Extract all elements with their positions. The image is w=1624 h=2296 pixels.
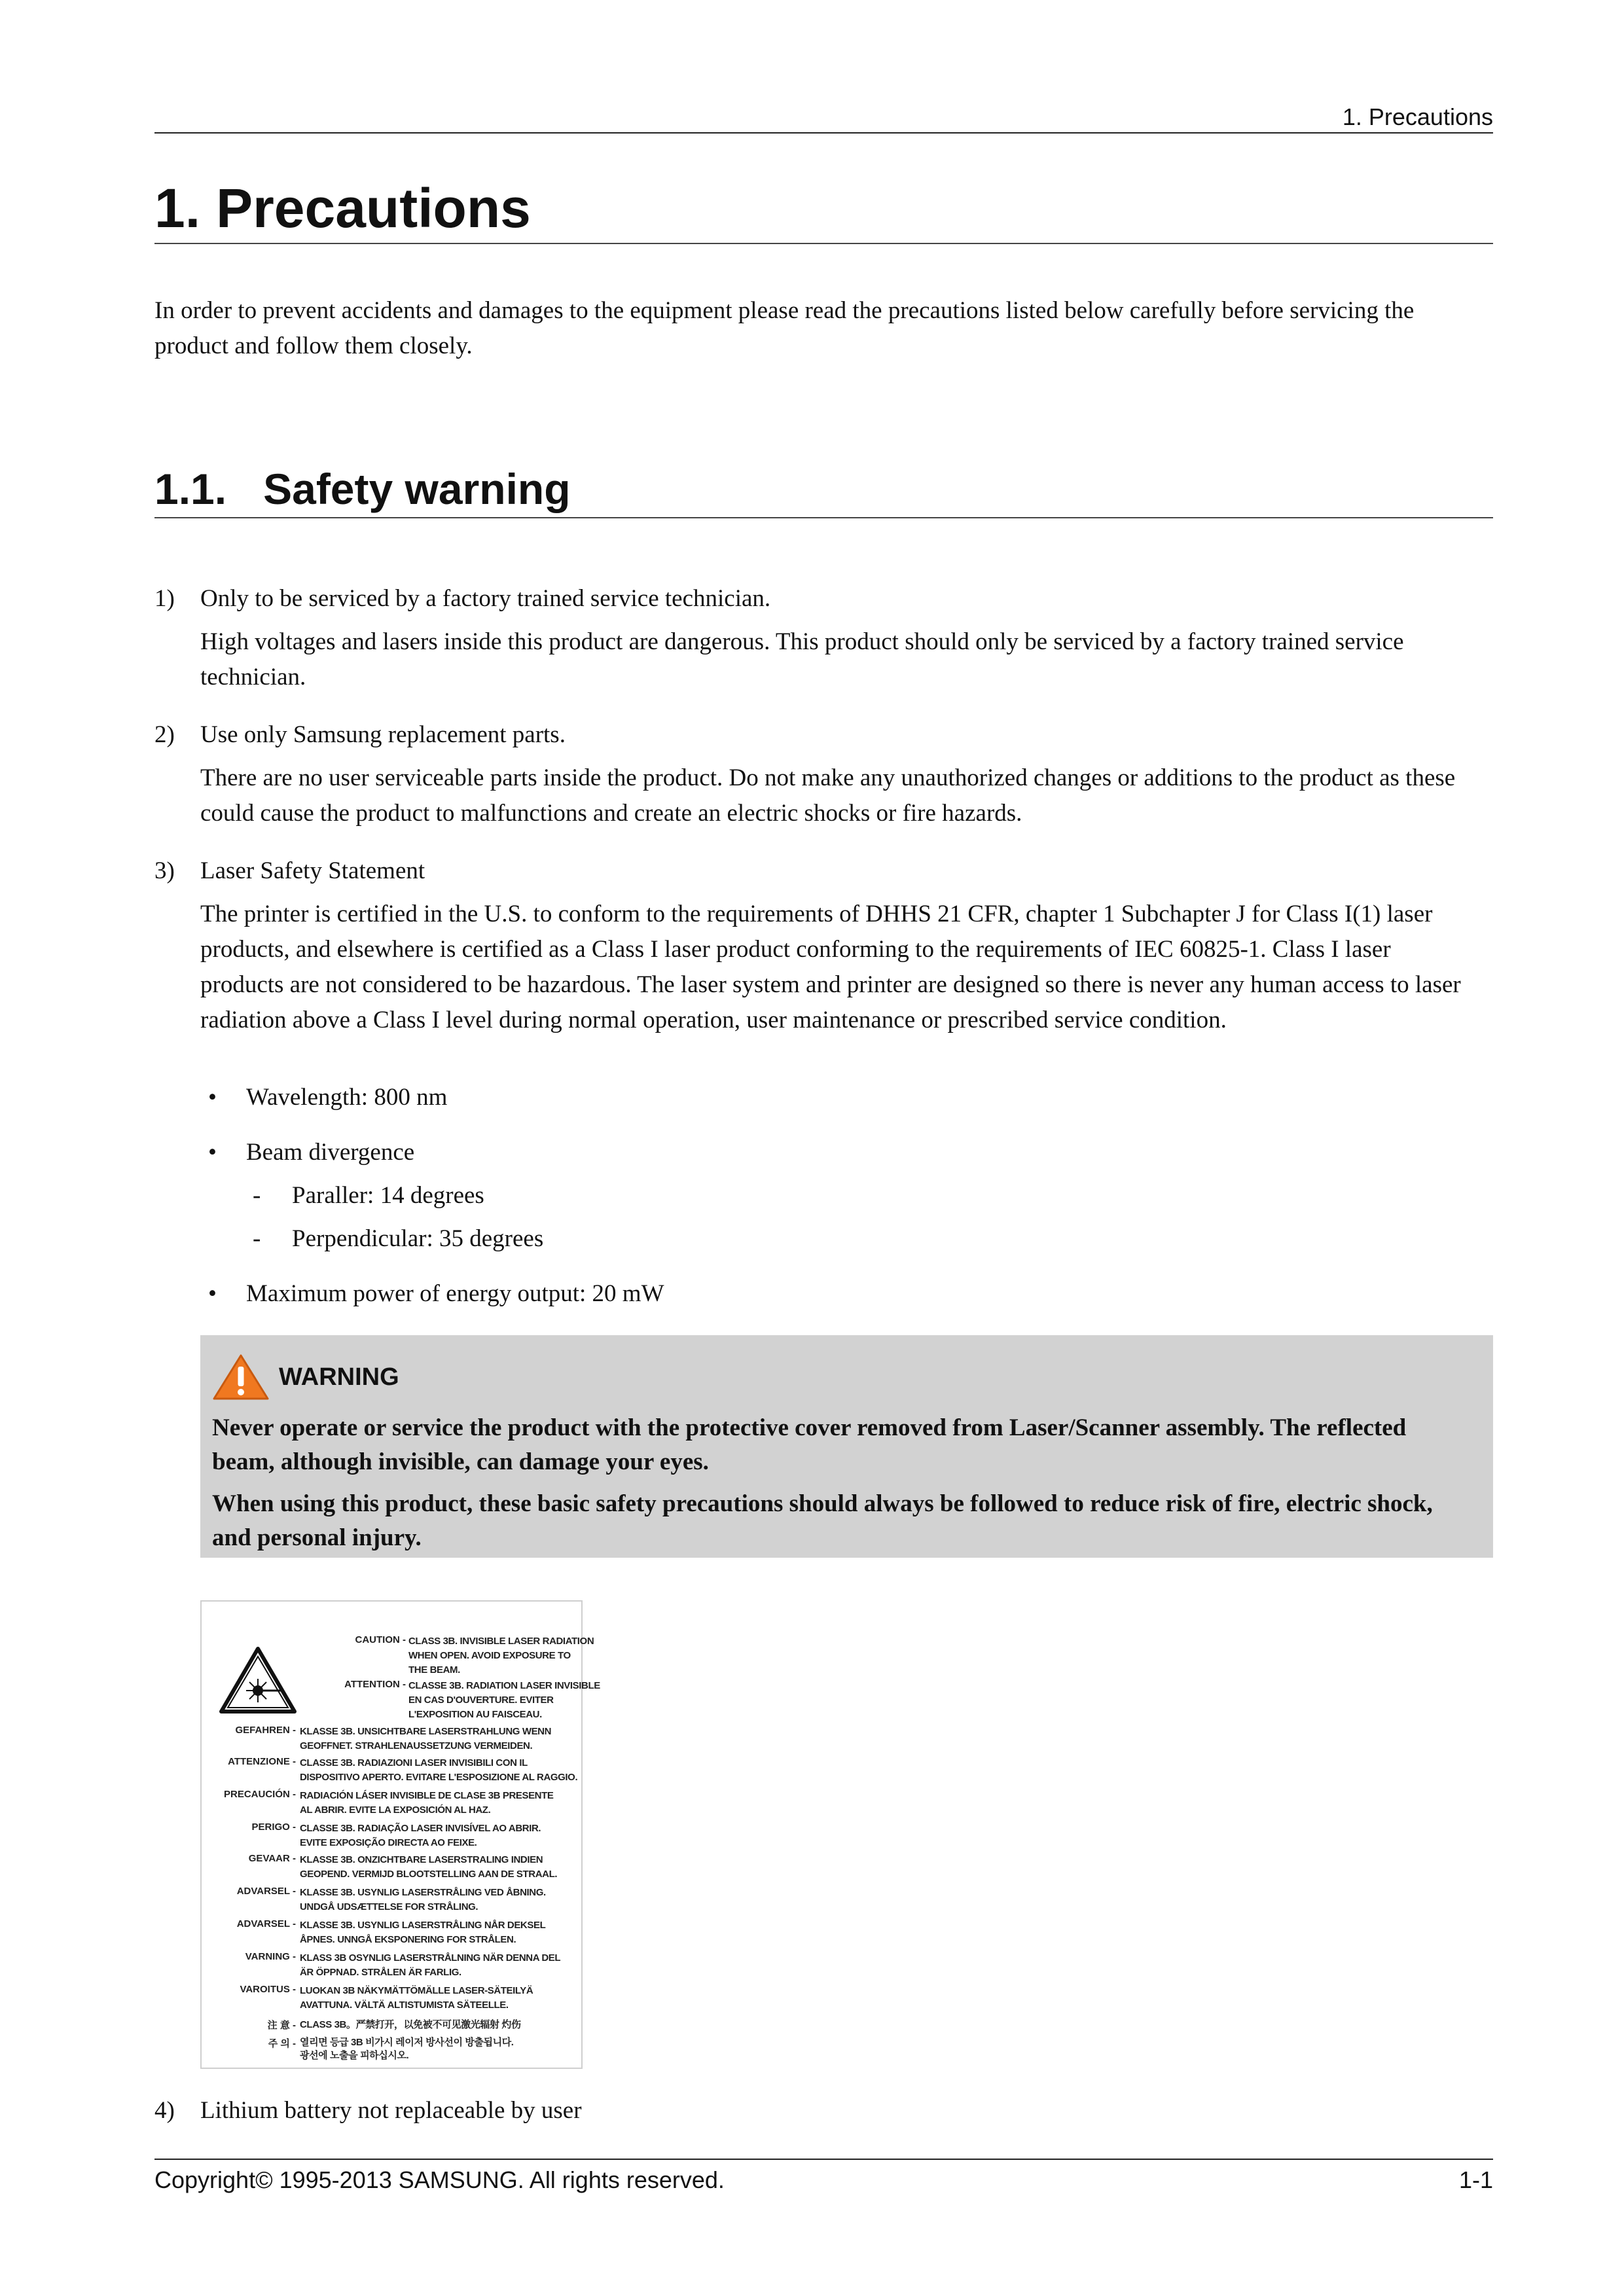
dash-icon: - bbox=[253, 1225, 261, 1252]
item-number: 3) bbox=[154, 857, 175, 884]
label-line: WHEN OPEN. AVOID EXPOSURE TO bbox=[408, 1650, 571, 1661]
label-key: GEVAAR - bbox=[248, 1853, 296, 1864]
label-line: AL ABRIR. EVITE LA EXPOSICIÓN AL HAZ. bbox=[300, 1804, 491, 1816]
label-key: PRECAUCIÓN - bbox=[223, 1789, 296, 1800]
copyright-text: Copyright© 1995-2013 SAMSUNG. All rights reserved. bbox=[154, 2166, 725, 2193]
bullet-icon: • bbox=[208, 1084, 217, 1111]
label-line: KLASSE 3B. USYNLIG LASERSTRÅLING VED ÅBNING. bbox=[300, 1887, 546, 1898]
beam-divergence-text: Beam divergence bbox=[246, 1139, 415, 1166]
label-line: GEOFFNET. STRAHLENAUSSETZUNG VERMEIDEN. bbox=[300, 1740, 533, 1751]
item-number: 1) bbox=[154, 585, 175, 612]
label-key: ADVARSEL - bbox=[236, 1886, 296, 1897]
bullet-icon: • bbox=[208, 1280, 217, 1307]
sub-item bbox=[246, 1221, 1480, 1257]
sub-item bbox=[246, 1178, 1480, 1213]
power-text: Maximum power of energy output: 20 mW bbox=[246, 1280, 664, 1307]
label-line: CLASSE 3B. RADIAÇÃO LASER INVISÍVEL AO ABRIR. bbox=[300, 1823, 541, 1834]
warning-header bbox=[212, 1354, 1473, 1401]
section-number: 1.1. bbox=[154, 465, 227, 513]
wavelength-text: Wavelength: 800 nm bbox=[246, 1084, 448, 1111]
item-title: Only to be serviced by a factory trained service technician. bbox=[200, 585, 771, 612]
bullet-item bbox=[200, 1276, 1480, 1312]
item-text: High voltages and lasers inside this product are dangerous. This product should only be serviced by a factory trained service technician. bbox=[200, 628, 1404, 691]
laser-hazard-icon bbox=[219, 1646, 297, 1714]
label-line: 광선에 노출을 피하십시오. bbox=[300, 2050, 409, 2061]
page-footer bbox=[154, 2159, 1493, 2194]
chapter-number: 1. bbox=[154, 177, 201, 239]
bullet-icon: • bbox=[208, 1139, 217, 1166]
label-key: ATTENZIONE - bbox=[228, 1756, 296, 1767]
label-line: UNDGÅ UDSÆTTELSE FOR STRÅLING. bbox=[300, 1901, 478, 1912]
item-title: Laser Safety Statement bbox=[200, 857, 425, 884]
bullet-item bbox=[200, 1135, 1480, 1257]
label-line: ÄR ÖPPNAD. STRÅLEN ÄR FARLIG. bbox=[300, 1967, 461, 1978]
label-line: CLASS 3B。严禁打开，以免被不可见激光辐射 灼伤 bbox=[300, 2019, 521, 2030]
list-item bbox=[154, 581, 1480, 703]
dash-icon: - bbox=[253, 1182, 261, 1209]
label-line: KLASSE 3B. ONZICHTBARE LASERSTRALING INDIEN bbox=[300, 1854, 543, 1865]
label-key: GEFAHREN - bbox=[235, 1725, 296, 1736]
list-item bbox=[154, 717, 1480, 839]
list-item bbox=[154, 853, 1480, 1046]
label-line: CLASSE 3B. RADIATION LASER INVISIBLE bbox=[408, 1680, 600, 1691]
running-header: 1. Precautions bbox=[154, 103, 1493, 134]
warning-paragraph: Never operate or service the product with the protective cover removed from Laser/Scanner assembly. The reflected beam, although invisible, can damage your eyes. bbox=[212, 1414, 1407, 1475]
label-key: CAUTION - bbox=[355, 1634, 406, 1645]
label-line: RADIACIÓN LÁSER INVISIBLE DE CLASE 3B PRESENTE bbox=[300, 1790, 554, 1801]
item-title: Use only Samsung replacement parts. bbox=[200, 721, 566, 748]
label-key: 注 意 - bbox=[267, 2020, 296, 2031]
label-line: ÅPNES. UNNGÅ EKSPONERING FOR STRÅLEN. bbox=[300, 1934, 516, 1945]
perpendicular-text: Perpendicular: 35 degrees bbox=[292, 1225, 544, 1252]
list-item bbox=[154, 2093, 1480, 2136]
label-line: KLASSE 3B. USYNLIG LASERSTRÅLING NÅR DEKSEL bbox=[300, 1920, 546, 1931]
section-title-text: Safety warning bbox=[263, 465, 571, 513]
label-key: ADVARSEL - bbox=[236, 1918, 296, 1929]
label-line: EN CAS D'OUVERTURE. EVITER bbox=[408, 1695, 554, 1706]
item-text: There are no user serviceable parts inside the product. Do not make any unauthorized changes or additions to the product as these could cause the product to malfunctions and create an electric shocks or fire hazards. bbox=[200, 764, 1456, 827]
label-key: VAROITUS - bbox=[240, 1984, 296, 1995]
chapter-title-text: Precautions bbox=[216, 177, 531, 239]
label-key: ATTENTION - bbox=[344, 1679, 406, 1690]
label-line: KLASS 3B OSYNLIG LASERSTRÅLNING NÄR DENNA DEL bbox=[300, 1952, 561, 1964]
label-line: DISPOSITIVO APERTO. EVITARE L'ESPOSIZIONE AL RAGGIO. bbox=[300, 1772, 578, 1783]
warning-box bbox=[200, 1335, 1493, 1558]
section-title bbox=[154, 465, 1493, 518]
intro-paragraph: In order to prevent accidents and damages to the equipment please read the precautions listed below carefully before servicing the product and follow them closely. bbox=[154, 297, 1415, 359]
paraller-text: Paraller: 14 degrees bbox=[292, 1182, 484, 1209]
laser-caution-label bbox=[200, 1600, 600, 2069]
label-line: CLASS 3B. INVISIBLE LASER RADIATION bbox=[408, 1636, 594, 1647]
label-line: AVATTUNA. VÄLTÄ ALTISTUMISTA SÄTEELLE. bbox=[300, 2000, 509, 2011]
label-line: 열리면 등급 3B 비가시 레이저 방사선이 방출됩니다. bbox=[300, 2037, 514, 2048]
item-number: 2) bbox=[154, 721, 175, 748]
chapter-title bbox=[154, 177, 1493, 244]
label-key: 주 의 - bbox=[268, 2038, 296, 2049]
label-line: EVITE EXPOSIÇÃO DIRECTA AO FEIXE. bbox=[300, 1837, 477, 1848]
item-number: 4) bbox=[154, 2097, 175, 2124]
warning-label: WARNING bbox=[279, 1363, 399, 1391]
label-line: KLASSE 3B. UNSICHTBARE LASERSTRAHLUNG WENN bbox=[300, 1726, 552, 1737]
label-line: LUOKAN 3B NÄKYMÄTTÖMÄLLE LASER-SÄTEILYÄ bbox=[300, 1985, 533, 1996]
label-line: GEOPEND. VERMIJD BLOOTSTELLING AAN DE STRAAL. bbox=[300, 1869, 558, 1880]
laser-specs bbox=[200, 1080, 1480, 1331]
label-key: PERIGO - bbox=[251, 1821, 296, 1833]
warning-text bbox=[212, 1411, 1473, 1555]
label-line: CLASSE 3B. RADIAZIONI LASER INVISIBILI CON IL bbox=[300, 1757, 528, 1768]
item-text: The printer is certified in the U.S. to conform to the requirements of DHHS 21 CFR, chapter 1 Subchapter J for Class I(1) laser products, and elsewhere is certified as a Class I laser product conforming to the requirements of IEC 60825-1. Class I laser products are not considered to be hazardous. The laser system and printer are designed so there is never any human access to laser radiation above a Class I level during normal operation, user maintenance or prescribed service condition. bbox=[200, 901, 1461, 1033]
label-key: VARNING - bbox=[245, 1951, 296, 1962]
label-line: L'EXPOSITION AU FAISCEAU. bbox=[408, 1709, 542, 1720]
bullet-item bbox=[200, 1080, 1480, 1115]
item-title: Lithium battery not replaceable by user bbox=[200, 2097, 582, 2124]
label-line: THE BEAM. bbox=[408, 1664, 460, 1676]
warning-icon bbox=[212, 1354, 270, 1401]
page-number: 1-1 bbox=[1458, 2166, 1493, 2193]
warning-paragraph: When using this product, these basic safety precautions should always be followed to reduce risk of fire, electric shock, and personal injury. bbox=[212, 1490, 1433, 1551]
